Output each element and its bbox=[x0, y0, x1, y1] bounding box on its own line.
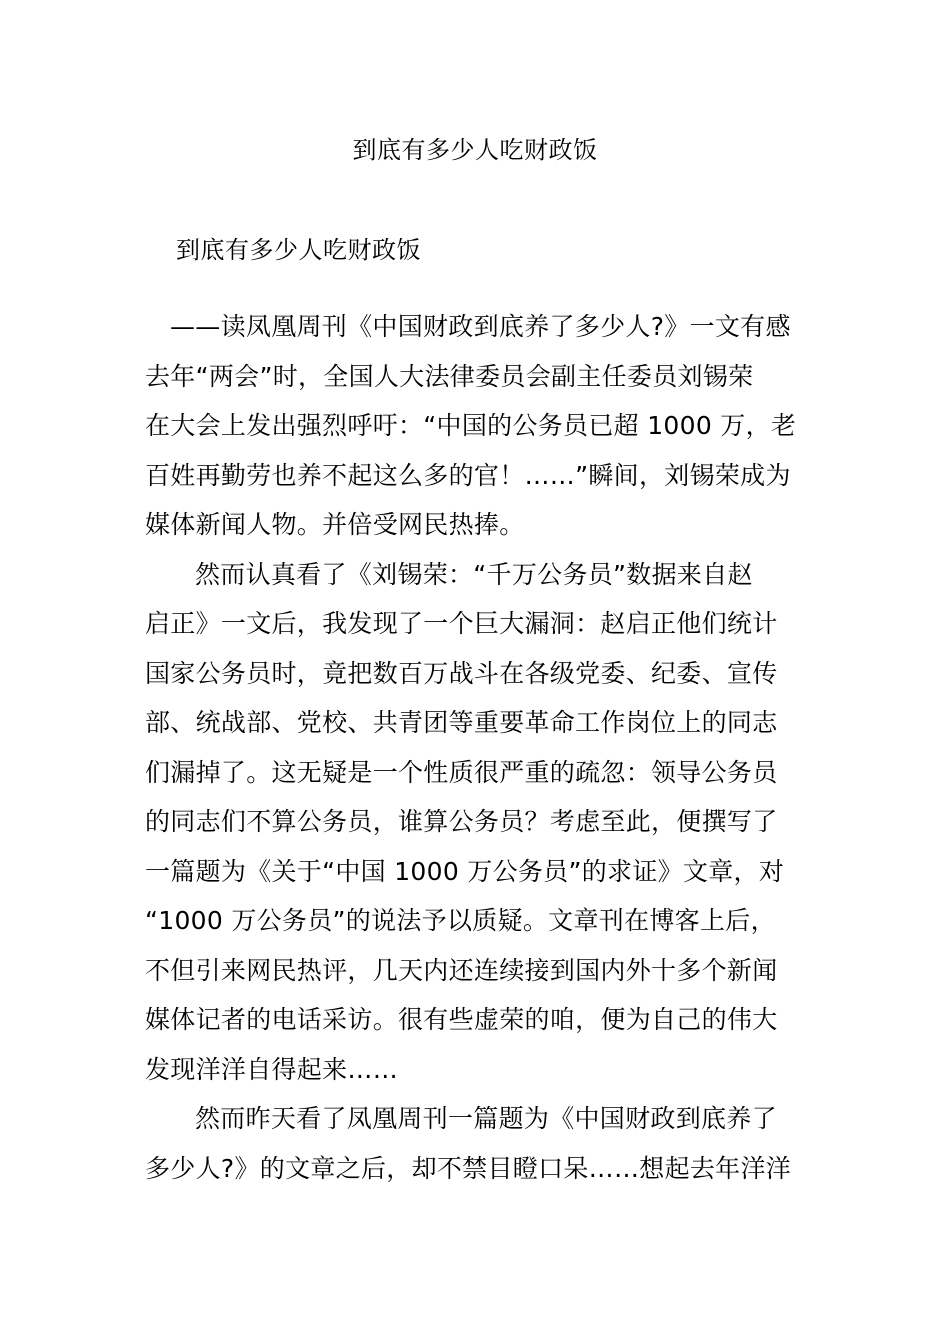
text-line: 国家公务员时，竟把数百万战斗在各级党委、纪委、宣传 bbox=[145, 658, 778, 688]
text-line: 在大会上发出强烈呼吁：“中国的公务员已超 1000 万，老 bbox=[145, 411, 797, 440]
text-line: 媒体新闻人物。并倍受网民热捧。 bbox=[145, 510, 525, 539]
text-line: 的同志们不算公务员，谁算公务员？考虑至此，便撰写了 bbox=[145, 807, 778, 836]
document-body bbox=[145, 307, 815, 1198]
text-line: “1000 万公务员”的说法予以质疑。文章刊在博客上后， bbox=[145, 906, 776, 935]
document-title: 到底有多少人吃财政饭 bbox=[352, 136, 598, 164]
text-line: ——读凤凰周刊《中国财政到底养了多少人?》一文有感 bbox=[170, 312, 791, 341]
text-line: 不但引来网民热评，几天内还连续接到国内外十多个新闻 bbox=[145, 955, 778, 985]
text-line: 们漏掉了。这无疑是一个性质很严重的疏忽：领导公务员 bbox=[145, 757, 778, 787]
text-line: 媒体记者的电话采访。很有些虚荣的咱，便为自己的伟大 bbox=[145, 1005, 778, 1034]
text-line: 百姓再勤劳也养不起这么多的官！……”瞬间，刘锡荣成为 bbox=[145, 460, 791, 490]
text-line: 启正》一文后，我发现了一个巨大漏洞：赵启正他们统计 bbox=[145, 609, 778, 638]
text-line: 多少人?》的文章之后，却不禁目瞪口呆……想起去年洋洋 bbox=[145, 1153, 792, 1183]
text-line: 部、统战部、党校、共青团等重要革命工作岗位上的同志 bbox=[145, 708, 778, 737]
text-line: 一篇题为《关于“中国 1000 万公务员”的求证》文章，对 bbox=[145, 856, 785, 886]
document-subtitle: 到底有多少人吃财政饭 bbox=[176, 236, 421, 264]
text-line: 发现洋洋自得起来…… bbox=[145, 1054, 399, 1084]
text-line: 去年“两会”时，全国人大法律委员会副主任委员刘锡荣 bbox=[145, 361, 754, 391]
text-line: 然而昨天看了凤凰周刊一篇题为《中国财政到底养了 bbox=[195, 1104, 777, 1133]
text-line: 然而认真看了《刘锡荣：“千万公务员”数据来自赵 bbox=[195, 559, 753, 589]
